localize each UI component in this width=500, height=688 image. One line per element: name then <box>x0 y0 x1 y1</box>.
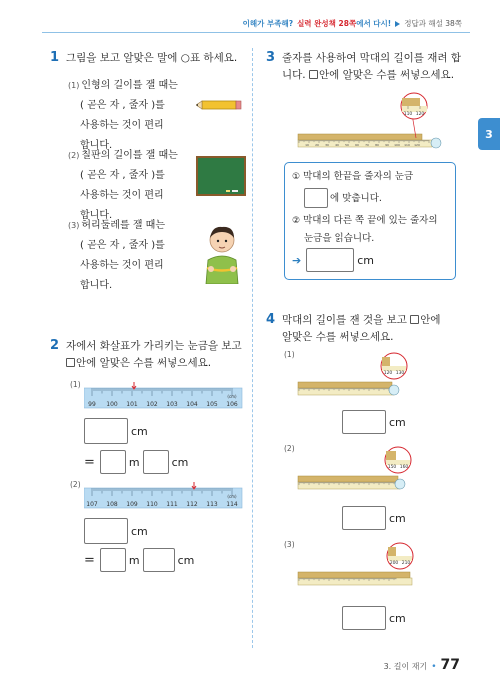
q2-instruction-line-1: 자에서 화살표가 가리키는 눈금을 보고 <box>66 340 242 352</box>
q4-item-2-no: (2) <box>284 444 295 453</box>
equals-sign: = <box>84 552 95 568</box>
tick-label: 110 <box>146 501 158 508</box>
tick-label: 102 <box>146 401 158 408</box>
chapter-title: 3. 길이 재기 <box>383 662 428 671</box>
q2-number: 2 <box>50 338 60 353</box>
answer-box[interactable] <box>342 506 386 530</box>
unit-cm: cm <box>131 524 148 538</box>
q4-instruction-line-2: 알맞은 수를 써넣으세요. <box>282 331 394 343</box>
tape-tick-label: 10 <box>305 143 309 147</box>
hint-1-no: ① <box>292 172 301 182</box>
hint-1-line-1: 막대의 한끝을 줄자의 눈금 <box>303 171 414 182</box>
zoom-tick-label: 130 <box>395 371 405 376</box>
q4-instruction-line-1-pre: 막대의 길이를 잰 것을 보고 <box>282 314 407 326</box>
q3-answer <box>292 248 374 272</box>
tick-label: 109 <box>126 501 138 508</box>
q2-item-1-answer-cm <box>84 418 148 444</box>
answer-box[interactable] <box>342 606 386 630</box>
tick-label: 107 <box>86 501 98 508</box>
q1-instruction: 그림을 보고 알맞은 말에 ○표 하세요. <box>66 52 238 64</box>
q1-item-3-line-4: 합니다. <box>80 280 113 291</box>
q1-item-1-no: (1) <box>68 81 80 90</box>
q1-item-3-no: (3) <box>68 221 80 230</box>
zoom-tick-label: 150 <box>387 465 397 470</box>
q1-item-3-line-1: 허리둘레를 잴 때는 <box>81 220 165 231</box>
chapter-tab: 3 <box>478 118 500 150</box>
tape-tick-label: 50 <box>345 143 349 147</box>
tape-tick-label: 120 <box>414 143 420 147</box>
answer-box[interactable] <box>100 548 126 572</box>
equals-sign: = <box>84 454 95 470</box>
tape-tick-label: 40 <box>335 143 339 147</box>
q1-item-3-line-3: 사용하는 것이 편리 <box>80 260 164 271</box>
answer-box[interactable] <box>304 188 328 208</box>
q1-item-1 <box>68 76 178 156</box>
unit-cm: cm <box>171 455 189 469</box>
answer-box[interactable] <box>100 450 126 474</box>
q1-item-2-no: (2) <box>68 151 80 160</box>
chalkboard-icon <box>196 156 246 196</box>
answer-box[interactable] <box>342 410 386 434</box>
answer-box[interactable] <box>143 450 169 474</box>
unit-cm: cm <box>177 553 195 567</box>
page-number: 77 <box>440 657 460 673</box>
q4-instruction-line-1-post: 안에 <box>420 314 441 326</box>
q4-item-3-answer <box>342 606 406 630</box>
unit-cm: cm <box>389 415 406 429</box>
hint-2-no: ② <box>292 216 301 226</box>
q1-item-3 <box>68 216 165 296</box>
q1-item-1-line-4: 합니다. <box>80 140 113 151</box>
answer-box[interactable] <box>306 248 354 272</box>
q1-item-2 <box>68 146 178 226</box>
answer-box[interactable] <box>143 548 175 572</box>
zoom-tick-label: 120 <box>383 371 393 376</box>
tick-label: 99 <box>88 401 96 408</box>
header-rule <box>42 32 470 33</box>
hint-1-line-2: 에 맞춥니다. <box>330 192 382 204</box>
tape-tick-label: 20 <box>315 143 319 147</box>
review-note <box>243 18 462 29</box>
tape-tick-label: 90 <box>385 143 389 147</box>
arrow-right-icon <box>395 21 400 27</box>
q3-hint-2 <box>292 212 438 247</box>
q2-instruction-line-2: 안에 알맞은 수를 써넣으세요. <box>76 357 212 369</box>
footer-dot-icon: • <box>431 662 437 672</box>
q1-item-2-line-2[interactable]: ( 곧은 자 , 줄자 )를 <box>80 170 165 181</box>
q3-tape-measure-figure <box>296 92 446 152</box>
tape-tick-label: 30 <box>325 143 329 147</box>
q1-item-3-line-2[interactable]: ( 곧은 자 , 줄자 )를 <box>80 240 165 251</box>
q2-ruler-1 <box>84 382 244 410</box>
q1-item-1-line-1: 인형의 길이를 잴 때는 <box>81 80 178 91</box>
q3-hint-1 <box>292 168 413 208</box>
zoom-tick-label: 160 <box>399 465 409 470</box>
q2-item-2-answer-m-cm <box>84 548 194 572</box>
answer-reference: 정답과 해설 38쪽 <box>404 19 462 28</box>
tape-tick-label: 70 <box>365 143 369 147</box>
tick-label: 114 <box>226 501 238 508</box>
ruler-unit: (cm) <box>227 494 237 499</box>
unit-m: m <box>128 455 140 469</box>
answer-box-icon <box>410 315 419 324</box>
q3-number: 3 <box>266 50 276 65</box>
q4-tape-figure-3 <box>296 542 416 592</box>
q4-item-1-no: (1) <box>284 350 295 359</box>
q1-item-1-line-3: 사용하는 것이 편리 <box>80 120 164 131</box>
q2-item-2-no: (2) <box>70 480 81 489</box>
column-divider <box>252 48 253 648</box>
tick-label: 103 <box>166 401 178 408</box>
q2-item-2-answer-cm <box>84 518 148 544</box>
tick-label: 111 <box>166 501 178 508</box>
arrow-right-icon: ➔ <box>292 253 302 267</box>
tick-label: 108 <box>106 501 118 508</box>
q1-item-2-line-3: 사용하는 것이 편리 <box>80 190 164 201</box>
q2-item-1-no: (1) <box>70 380 81 389</box>
q3-instruction-line-2-pre: 니다. <box>282 69 306 81</box>
answer-box-icon <box>309 70 318 79</box>
q4-tape-figure-2 <box>296 446 416 496</box>
tick-label: 104 <box>186 401 198 408</box>
q4-number: 4 <box>266 312 276 327</box>
unit-cm: cm <box>389 511 406 525</box>
tick-label: 105 <box>206 401 218 408</box>
q4-instruction <box>282 312 441 346</box>
q2-instruction <box>66 338 242 372</box>
tick-label: 112 <box>186 501 198 508</box>
boy-measuring-waist-illustration <box>198 220 246 284</box>
pencil-icon <box>196 98 244 112</box>
answer-box[interactable] <box>84 518 128 544</box>
tick-label: 100 <box>106 401 118 408</box>
tape-tick-label: 110 <box>404 143 410 147</box>
q4-item-2-answer <box>342 506 406 530</box>
zoom-tick-label: 200 <box>389 561 399 566</box>
zoom-tick-label: 210 <box>401 561 411 566</box>
q3-instruction-line-1: 줄자를 사용하여 막대의 길이를 재려 합 <box>282 52 461 64</box>
review-suffix: 에서 다시! <box>356 19 392 28</box>
tape-tick-label: 100 <box>394 143 400 147</box>
answer-box[interactable] <box>84 418 128 444</box>
q4-item-1-answer <box>342 410 406 434</box>
tick-label: 106 <box>226 401 238 408</box>
review-highlight: 실력 완성책 28쪽 <box>297 19 357 28</box>
unit-cm: cm <box>131 424 148 438</box>
q2-ruler-2 <box>84 482 244 510</box>
review-prefix: 이해가 부족해? <box>242 19 294 28</box>
q3-instruction-line-2-post: 안에 알맞은 수를 써넣으세요. <box>318 69 455 81</box>
ruler-unit: (cm) <box>227 394 237 399</box>
hint-2-line-1: 막대의 다른 쪽 끝에 있는 줄자의 <box>303 215 438 226</box>
unit-cm: cm <box>389 611 406 625</box>
answer-box-icon <box>66 358 75 367</box>
tick-label: 101 <box>126 401 138 408</box>
q1-item-2-line-4: 합니다. <box>80 210 113 221</box>
q4-item-3-no: (3) <box>284 540 295 549</box>
q2-item-1-answer-m-cm <box>84 450 188 474</box>
unit-m: m <box>128 553 140 567</box>
hint-2-line-2: 눈금을 읽습니다. <box>304 233 375 244</box>
q1-item-2-line-1: 칠판의 길이를 잴 때는 <box>81 150 178 161</box>
page-footer <box>384 657 460 673</box>
unit-cm: cm <box>357 253 374 267</box>
q3-instruction <box>282 50 461 84</box>
tick-label: 113 <box>206 501 218 508</box>
q1-item-1-line-2[interactable]: ( 곧은 자 , 줄자 )를 <box>80 100 165 111</box>
q1-number: 1 <box>50 50 60 65</box>
q4-tape-figure-1 <box>296 352 416 402</box>
tape-tick-label: 80 <box>375 143 379 147</box>
zoom-tick-label: 120 <box>415 112 425 117</box>
zoom-tick-label: 110 <box>403 112 413 117</box>
tape-tick-label: 60 <box>355 143 359 147</box>
